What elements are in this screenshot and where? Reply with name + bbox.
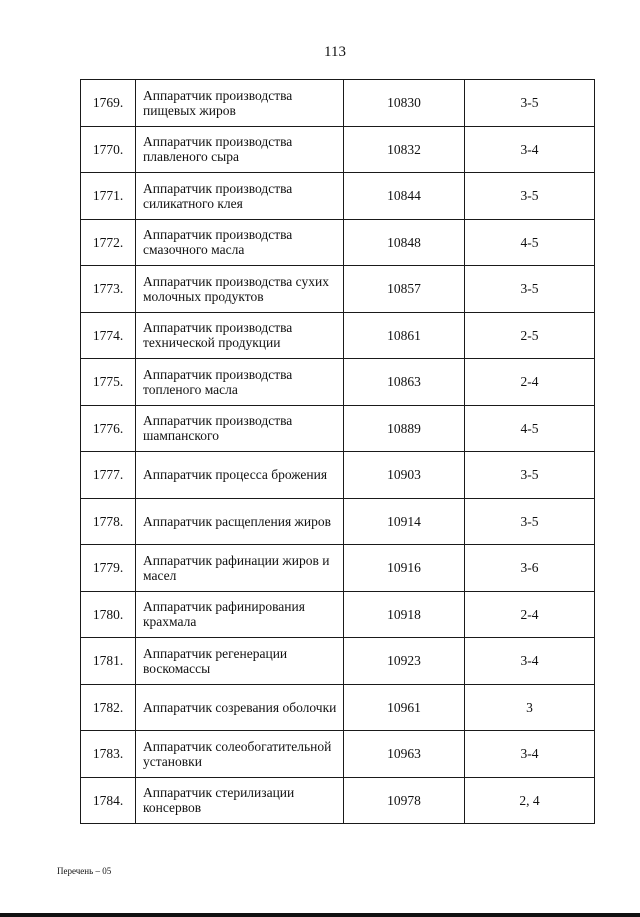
profession-code: 10961 — [344, 684, 465, 731]
profession-name: Аппаратчик производства шампанского — [136, 405, 344, 452]
profession-code: 10923 — [344, 638, 465, 685]
profession-code: 10903 — [344, 452, 465, 499]
profession-name: Аппаратчик производства плавленого сыра — [136, 126, 344, 173]
table-row — [81, 638, 595, 685]
profession-code: 10918 — [344, 591, 465, 638]
grade-range: 4-5 — [465, 405, 595, 452]
profession-table — [80, 79, 595, 824]
grade-range: 3 — [465, 684, 595, 731]
document-footer: Перечень – 05 — [57, 866, 112, 876]
grade-range: 2, 4 — [465, 777, 595, 824]
grade-range: 3-5 — [465, 452, 595, 499]
profession-name: Аппаратчик рафинации жиров и масел — [136, 545, 344, 592]
table-row — [81, 266, 595, 313]
page-number: 113 — [324, 44, 346, 60]
profession-name: Аппаратчик производства силикатного клея — [136, 173, 344, 220]
profession-code: 10857 — [344, 266, 465, 313]
grade-range: 4-5 — [465, 219, 595, 266]
row-number: 1779. — [81, 545, 136, 592]
profession-name: Аппаратчик рафинирования крахмала — [136, 591, 344, 638]
table-row — [81, 731, 595, 778]
table-row — [81, 219, 595, 266]
row-number: 1771. — [81, 173, 136, 220]
row-number: 1770. — [81, 126, 136, 173]
grade-range: 2-4 — [465, 359, 595, 406]
grade-range: 3-6 — [465, 545, 595, 592]
profession-code: 10863 — [344, 359, 465, 406]
row-number: 1773. — [81, 266, 136, 313]
table-row — [81, 359, 595, 406]
scan-edge-bar — [0, 913, 640, 917]
grade-range: 3-4 — [465, 638, 595, 685]
table-body — [81, 80, 595, 824]
row-number: 1774. — [81, 312, 136, 359]
table-row — [81, 80, 595, 127]
profession-code: 10914 — [344, 498, 465, 545]
profession-name: Аппаратчик производства сухих молочных продуктов — [136, 266, 344, 313]
table-row — [81, 591, 595, 638]
table-row — [81, 777, 595, 824]
grade-range: 2-5 — [465, 312, 595, 359]
profession-code: 10916 — [344, 545, 465, 592]
table-row — [81, 173, 595, 220]
row-number: 1772. — [81, 219, 136, 266]
row-number: 1782. — [81, 684, 136, 731]
table-row — [81, 498, 595, 545]
profession-name: Аппаратчик производства технической продукции — [136, 312, 344, 359]
row-number: 1781. — [81, 638, 136, 685]
profession-name: Аппаратчик стерилизации консервов — [136, 777, 344, 824]
profession-code: 10889 — [344, 405, 465, 452]
profession-name: Аппаратчик солеобогатительной установки — [136, 731, 344, 778]
profession-code: 10830 — [344, 80, 465, 127]
profession-name: Аппаратчик производства топленого масла — [136, 359, 344, 406]
profession-code: 10978 — [344, 777, 465, 824]
grade-range: 3-5 — [465, 173, 595, 220]
profession-code: 10832 — [344, 126, 465, 173]
row-number: 1778. — [81, 498, 136, 545]
profession-name: Аппаратчик созревания оболочки — [136, 684, 344, 731]
row-number: 1780. — [81, 591, 136, 638]
profession-name: Аппаратчик регенерации воскомассы — [136, 638, 344, 685]
profession-name: Аппаратчик производства пищевых жиров — [136, 80, 344, 127]
table-row — [81, 545, 595, 592]
grade-range: 2-4 — [465, 591, 595, 638]
table-row — [81, 452, 595, 499]
grade-range: 3-5 — [465, 498, 595, 545]
profession-name: Аппаратчик процесса брожения — [136, 452, 344, 499]
table-row — [81, 126, 595, 173]
row-number: 1776. — [81, 405, 136, 452]
profession-code: 10844 — [344, 173, 465, 220]
table-row — [81, 312, 595, 359]
profession-code: 10963 — [344, 731, 465, 778]
row-number: 1777. — [81, 452, 136, 499]
profession-name: Аппаратчик расщепления жиров — [136, 498, 344, 545]
grade-range: 3-4 — [465, 731, 595, 778]
profession-name: Аппаратчик производства смазочного масла — [136, 219, 344, 266]
grade-range: 3-4 — [465, 126, 595, 173]
row-number: 1769. — [81, 80, 136, 127]
table-row — [81, 405, 595, 452]
row-number: 1784. — [81, 777, 136, 824]
profession-code: 10848 — [344, 219, 465, 266]
grade-range: 3-5 — [465, 266, 595, 313]
profession-code: 10861 — [344, 312, 465, 359]
table-row — [81, 684, 595, 731]
row-number: 1775. — [81, 359, 136, 406]
row-number: 1783. — [81, 731, 136, 778]
grade-range: 3-5 — [465, 80, 595, 127]
